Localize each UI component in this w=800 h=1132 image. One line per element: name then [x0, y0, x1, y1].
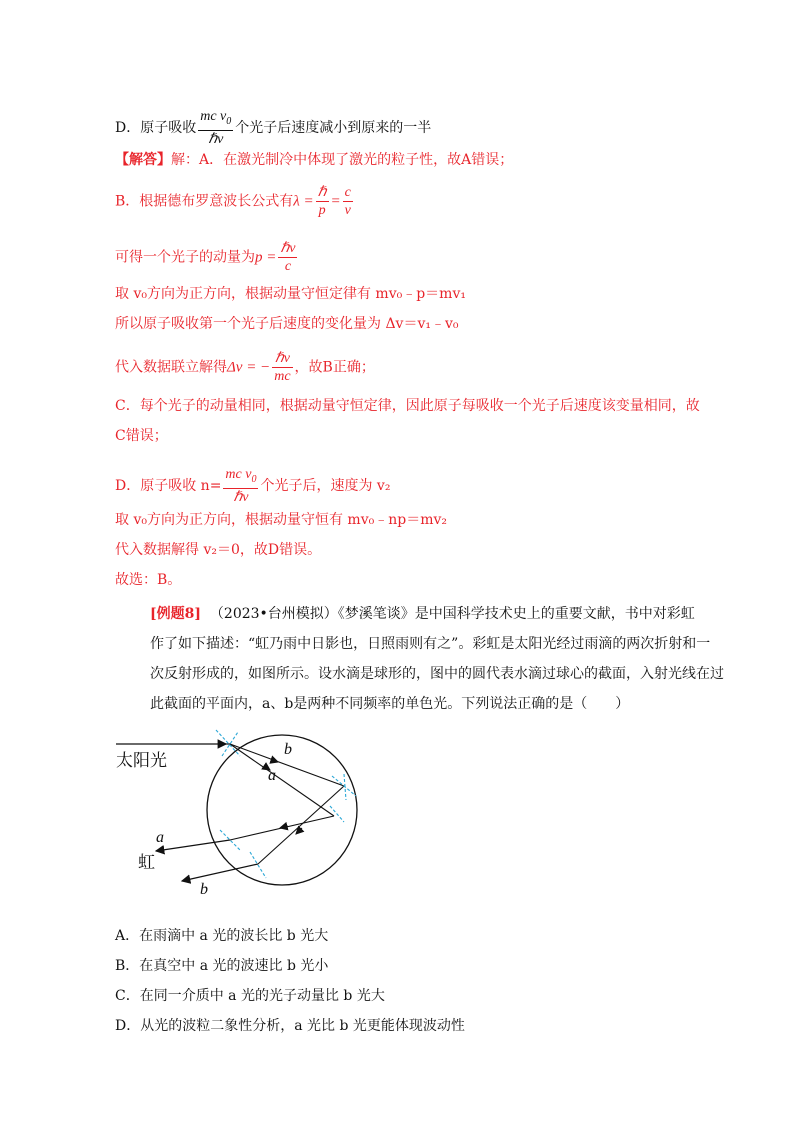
answer-choice: 故选：B。 — [115, 572, 182, 588]
answer-d-line: D．原子吸收 n= $\frac{mc v_0}{\text{ℏν}}$ 个光子后，速度为 v₂ — [115, 467, 391, 505]
ray-a-label: a — [156, 829, 164, 846]
answer-momentum-formula: 可得一个光子的动量为p = $\frac{\text{ℏν}}{c}$ — [115, 241, 296, 274]
answer-delta-line: 所以原子吸收第一个光子后速度的变化量为 Δv＝v₁﹣v₀ — [115, 316, 459, 332]
option-c: C．在同一介质中 a 光的光子动量比 b 光大 — [115, 988, 385, 1004]
answer-b-line: B．根据德布罗意波长公式有λ = $\frac{\text{ℏ}}{p}$ = $\frac{c}{\nu}$ — [115, 185, 351, 218]
answer-d-solve: 代入数据解得 v₂＝0，故D错误。 — [115, 542, 322, 558]
rainbow-label: 虹 — [138, 853, 155, 873]
water-droplet — [207, 735, 357, 885]
answer-conservation-line: 取 v₀方向为正方向，根据动量守恒定律有 mv₀﹣p＝mv₁ — [115, 286, 466, 302]
ray-b-out — [182, 864, 258, 881]
option-d-statement: D．原子吸收 $\frac{mc v_0}{\text{ℏν}}$ 个光子后速度减小到原来的一半 — [115, 109, 432, 147]
option-d: D．从光的波粒二象性分析，a 光比 b 光更能体现波动性 — [115, 1018, 465, 1034]
fraction-mcv0-over-hv: $\frac{mc v_0}{\text{ℏν}}$ — [200, 109, 232, 147]
answer-solve-line: 代入数据联立解得Δv = − $\frac{\text{ℏν}}{mc}$ ，故B正确； — [115, 351, 375, 384]
example-line-2: 作了如下描述：“虹乃雨中日影也，日照雨则有之”。彩虹是太阳光经过雨滴的两次折射和一 — [150, 636, 711, 652]
option-a: A．在雨滴中 a 光的波长比 b 光大 — [115, 928, 329, 944]
rainbow-diagram — [112, 718, 372, 898]
example-tag: [例题8] — [150, 606, 201, 622]
ray-b-label: b — [200, 881, 208, 898]
ray-a-inner-label: a — [268, 767, 276, 784]
option-b: B．在真空中 a 光的波速比 b 光小 — [115, 958, 329, 974]
answer-c-line-1: C．每个光子的动量相同，根据动量守恒定律，因此原子每吸收一个光子后速度该变量相同，故 — [115, 398, 700, 414]
example-line-3: 次反射形成的，如图所示。设水滴是球形的，图中的圆代表水滴过球心的截面，入射光线在过 — [150, 666, 724, 682]
answer-a-line: 【解答】解：A．在激光制冷中体现了激光的粒子性，故A错误； — [115, 152, 514, 168]
example-line-4: 此截面的平面内，a、b是两种不同频率的单色光。下列说法正确的是（ ） — [150, 696, 630, 712]
sunlight-label: 太阳光 — [116, 751, 167, 771]
ray-a-inner — [230, 744, 334, 816]
answer-label: 【解答】 — [115, 152, 171, 168]
example-line-1: [例题8] （2023•台州模拟）《梦溪笔谈》是中国科学技术史上的重要文献，书中对彩虹 — [150, 606, 695, 622]
ray-b-inner-label: b — [284, 741, 292, 758]
answer-c-line-2: C错误； — [115, 428, 168, 444]
answer-d-momentum: 取 v₀方向为正方向，根据动量守恒有 mv₀﹣np＝mv₂ — [115, 512, 447, 528]
